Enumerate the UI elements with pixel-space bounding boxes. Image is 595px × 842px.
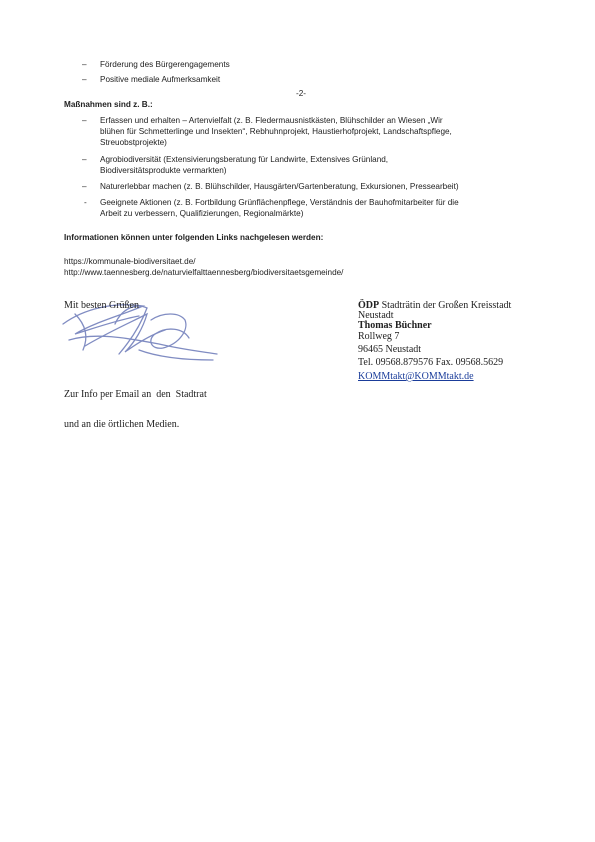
media-line: und an die örtlichen Medien. [64,419,180,430]
sender-email-link[interactable]: KOMMtakt@KOMMtakt.de [358,371,474,382]
list-bullet: - [84,198,87,207]
sender-street: Rollweg 7 [358,331,400,342]
sender-party: ÖDP [358,300,380,311]
list-item-line: Naturerlebbar machen (z. B. Blühschilder, Hausgärten/Gartenberatung, Exkursionen, Pressearbeit) [100,182,459,191]
list-item-line: Geeignete Aktionen (z. B. Fortbildung Grünflächenpflege, Verständnis der Bauhofmitarbeiter für die [100,198,459,207]
list-item-line: Arbeit zu verbessern, Qualifizierungen, Regionalmärkte) [100,209,304,218]
list-item: Förderung des Bürgerengagements [100,60,230,69]
list-item-line: Streuobstprojekte) [100,138,167,147]
list-bullet: – [82,75,87,84]
links-heading: Informationen können unter folgenden Links nachgelesen werden: [64,233,324,242]
list-bullet: – [82,60,87,69]
list-item: Positive mediale Aufmerksamkeit [100,75,221,84]
list-bullet: – [82,182,87,191]
sender-name: Thomas Büchner [358,320,432,331]
sender-zip-city: 96465 Neustadt [358,344,422,355]
link-taennesberg[interactable]: http://www.taennesberg.de/naturvielfalttaennesberg/biodiversitaetsgemeinde/ [64,268,344,277]
measures-heading: Maßnahmen sind z. B.: [64,100,153,109]
list-item-line: Erfassen und erhalten – Artenvielfalt (z. B. Fledermausnistkästen, Blühschilder an Wiesen „Wir [100,116,443,125]
sender-city-line: Neustadt [358,310,394,321]
list-item-line: blühen für Schmetterlinge und Insekten“, Rebhuhnprojekt, Haustierhofprojekt, Landschaftspflege, [100,127,452,136]
list-item-line: Biodiversitätsprodukte vermarkten) [100,166,227,175]
closing: Mit besten Grüßen [64,300,139,311]
link-kommunale-biodiversitaet[interactable]: https://kommunale-biodiversitaet.de/ [64,257,196,266]
list-bullet: – [82,116,87,125]
page-number: -2- [296,89,307,98]
list-item-line: Agrobiodiversität (Extensivierungsberatung für Landwirte, Extensives Grünland, [100,155,389,164]
sender-role: Stadträtin der Großen Kreisstadt [381,300,512,311]
info-line: Zur Info per Email an den Stadtrat [64,389,207,400]
list-bullet: – [82,155,87,164]
sender-phone-fax: Tel. 09568.879576 Fax. 09568.5629 [358,357,504,368]
